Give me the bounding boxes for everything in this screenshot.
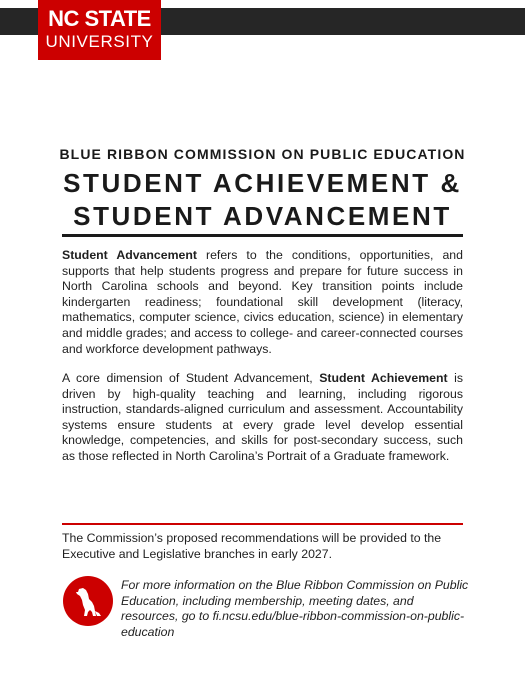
logo-nc-state: NC STATE xyxy=(48,6,151,31)
advancement-body: refers to the conditions, opportunities, and supports that help students progress and prepare for future success in North Carolina schools and beyond. Key transition points include kindergarten readiness; foundational skill development (literacy, mathematics, computer science, civics education, science) in elementary and middle grades; and access to college- and career-connected courses and workforce development pathways. xyxy=(62,248,463,356)
achievement-paragraph xyxy=(62,371,463,465)
advancement-lead: Student Advancement xyxy=(62,248,197,262)
commission-note: The Commission’s proposed recommendations will be provided to the Executive and Legislative branches in early 2027. xyxy=(62,531,442,561)
red-divider xyxy=(62,523,463,525)
title-line-1: STUDENT ACHIEVEMENT & xyxy=(63,168,462,198)
achievement-after: is driven by high-quality teaching and learning, including rigorous instruction, standards-aligned curriculum and assessment. Accountability systems ensure students at every grade level develop essential knowledge, competencies, and skills for post-secondary success, such as those reflected in North Carolina’s Portrait of a Graduate framework. xyxy=(62,371,463,463)
achievement-bold: Student Achievement xyxy=(319,371,448,385)
title-line-2: STUDENT ADVANCEMENT xyxy=(73,201,452,231)
advancement-paragraph xyxy=(62,248,463,357)
achievement-before: A core dimension of Student Advancement, xyxy=(62,371,320,385)
howling-wolf-icon xyxy=(63,576,113,626)
logo-university: UNIVERSITY xyxy=(45,32,154,51)
title-divider xyxy=(62,234,463,237)
commission-heading: BLUE RIBBON COMMISSION ON PUBLIC EDUCATION xyxy=(59,146,466,162)
wolf-silhouette xyxy=(63,576,113,626)
page-title xyxy=(0,167,525,233)
more-info-text[interactable]: For more information on the Blue Ribbon Commission on Public Education, including membership, meeting dates, and resources, go to fi.ncsu.edu/blue-ribbon-commission-on-public-education xyxy=(121,578,469,639)
nc-state-logo[interactable] xyxy=(38,0,161,60)
